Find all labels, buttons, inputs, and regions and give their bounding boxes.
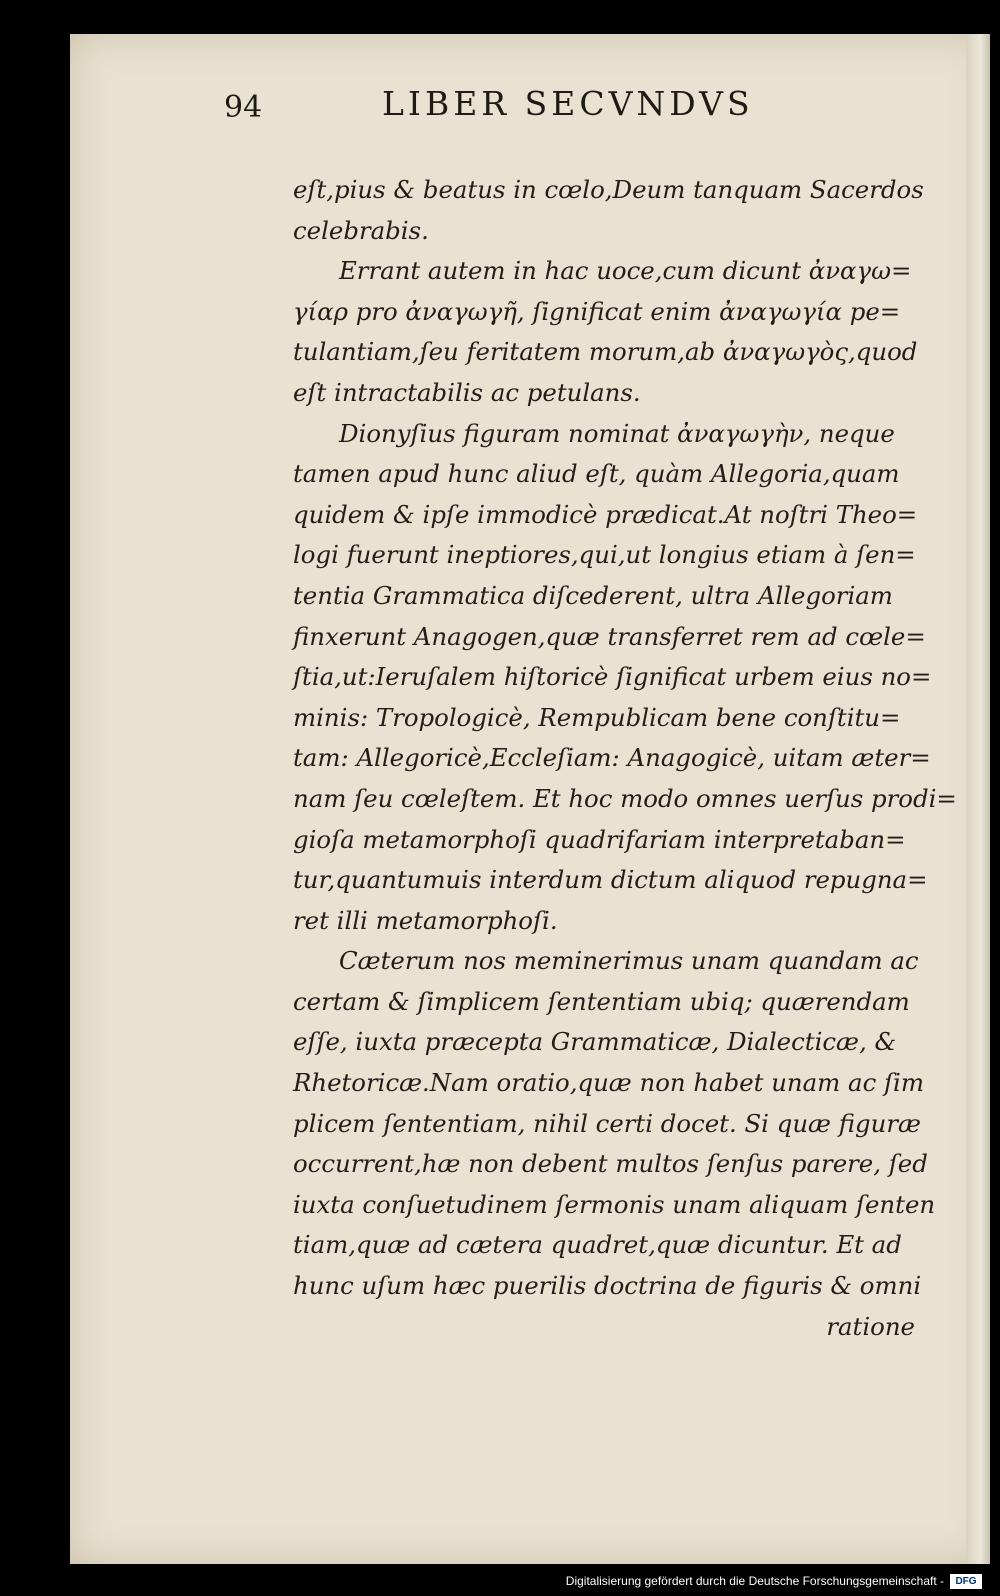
text-line: tiam,quæ ad cætera quadret,quæ dicuntur. Et ad (293, 1230, 902, 1260)
text-line: minis: Tropologicè, Rempublicam bene conſtitu= (293, 702, 901, 732)
text-line: iuxta conſuetudinem ſermonis unam aliquam ſenten (293, 1189, 936, 1219)
text-line: quidem & ipſe immodicè prædicat.At noſtri Theo= (293, 499, 918, 529)
text-line: eſſe, iuxta præcepta Grammaticæ, Dialecticæ, & (293, 1027, 897, 1057)
text-line: Dionyſius figuram nominat ἀναγωγὴν, neque (339, 418, 895, 448)
text-line: tentia Grammatica diſcederent, ultra Allegoriam (293, 580, 893, 610)
text-line: finxerunt Anagogen,quæ transferret rem ad cœle= (293, 621, 926, 651)
text-line: eſt intractabilis ac petulans. (293, 377, 641, 407)
text-line: Cæterum nos meminerimus unam quandam ac (339, 946, 919, 976)
funding-credit: Digitalisierung gefördert durch die Deutsche Forschungsgemeinschaft - (565, 1574, 944, 1588)
footer-bar (0, 1564, 1000, 1596)
text-line: ratione (826, 1311, 915, 1341)
text-line: celebrabis. (293, 215, 429, 245)
text-line: gioſa metamorphoſi quadrifariam interpretaban= (293, 824, 906, 854)
text-line: plicem ſententiam, nihil certi docet. Si quæ figuræ (293, 1108, 921, 1138)
text-line: tamen apud hunc aliud eſt, quàm Allegoria,quam (293, 459, 900, 489)
text-line: tur,quantumuis interdum dictum aliquod repugna= (293, 865, 928, 895)
text-line: occurrent,hæ non debent multos ſenſus parere, ſed (293, 1149, 928, 1179)
text-line: Errant autem in hac uoce,cum dicunt ἀναγω= (339, 256, 912, 286)
page-number: 94 (224, 90, 263, 125)
text-line: tam: Allegoricè,Eccleſiam: Anagogicè, uitam æter= (293, 743, 931, 773)
running-head: LIBER SECVNDVS (382, 84, 754, 123)
text-line: ret illi metamorphoſi. (293, 905, 558, 935)
text-line: Rhetoricæ.Nam oratio,quæ non habet unam ac ſim (293, 1068, 924, 1098)
text-line: ſtia,ut:Ieruſalem hiſtoricè ſignificat urbem eius no= (293, 662, 932, 692)
text-line: certam & ſimplicem ſententiam ubiq; quærendam (293, 986, 910, 1016)
text-line: tulantiam,ſeu feritatem morum,ab ἀναγωγὸς,quod (293, 337, 918, 367)
text-line: eſt,pius & beatus in cœlo,Deum tanquam Sacerdos (293, 175, 924, 204)
page-edge (966, 34, 990, 1564)
text-line: nam ſeu cœleſtem. Et hoc modo omnes uerſus prodi= (293, 783, 957, 813)
text-line: γίαρ pro ἀναγωγῆ, ſignificat enim ἀναγωγία pe= (293, 296, 901, 326)
text-line: hunc uſum hæc puerilis doctrina de figuris & omni (293, 1271, 922, 1301)
dfg-logo: DFG (950, 1574, 982, 1589)
body-text (293, 170, 957, 1347)
text-line: logi fuerunt ineptiores,qui,ut longius etiam à ſen= (293, 540, 916, 570)
